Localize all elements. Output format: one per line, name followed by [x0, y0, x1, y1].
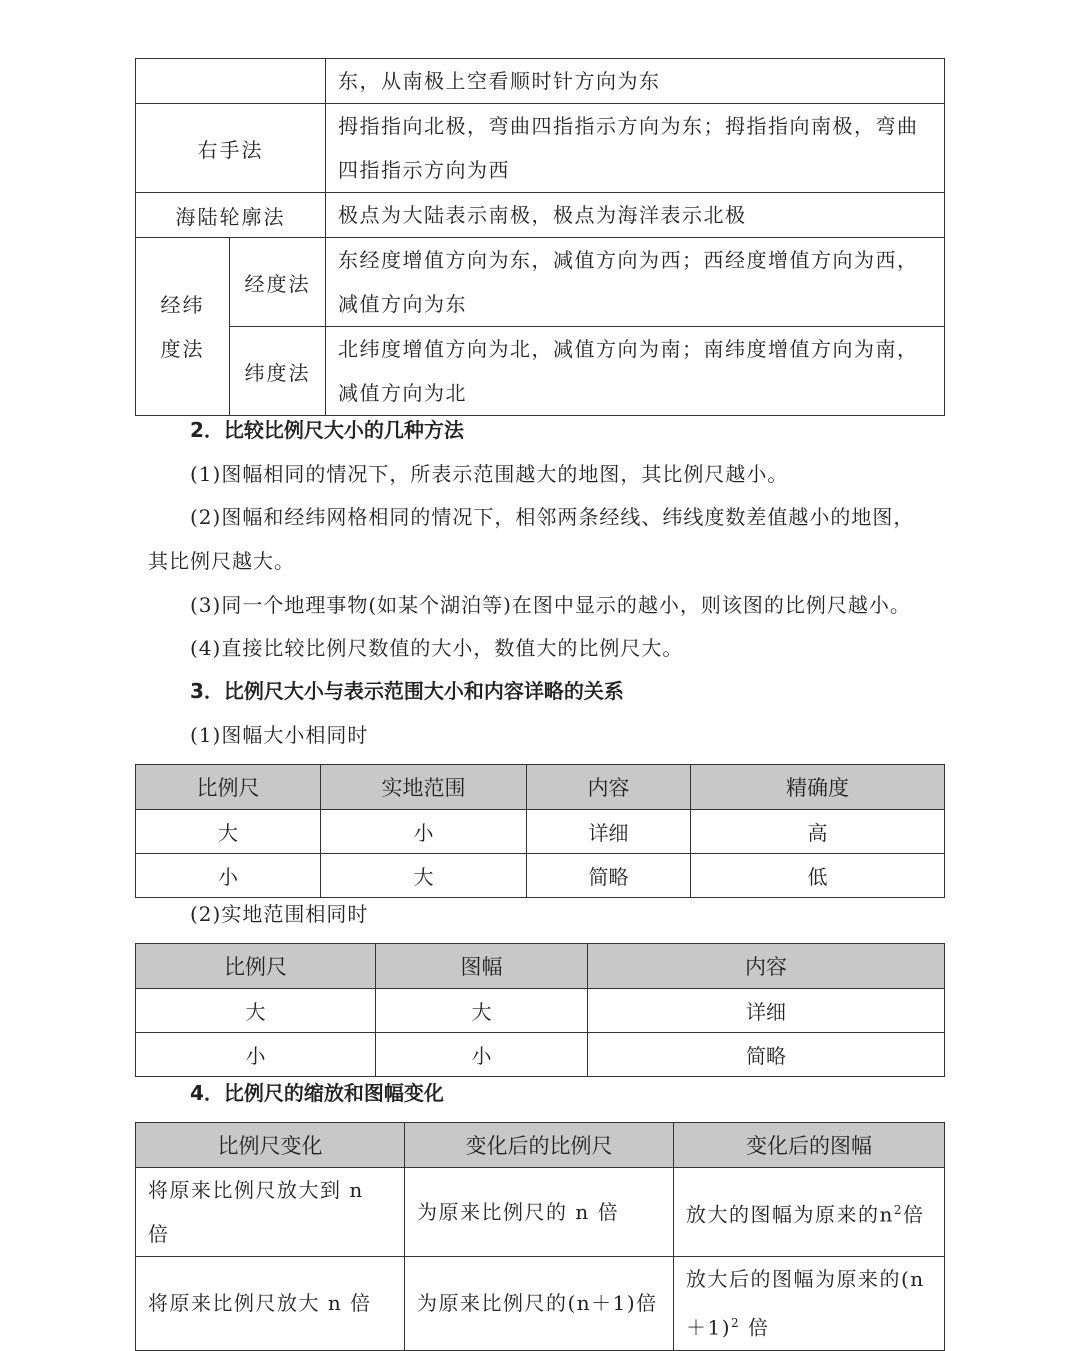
table-cell: 大 [136, 810, 321, 854]
scale-same-area-table [135, 943, 945, 1077]
superscript: 2 [893, 1202, 904, 1217]
subheading: (2)实地范围相同时 [190, 902, 369, 926]
column-header: 图幅 [376, 944, 588, 989]
column-header: 内容 [588, 944, 945, 989]
paragraph: (4)直接比较比例尺数值的大小，数值大的比例尺大。 [190, 636, 684, 660]
paragraph: (3)同一个地理事物(如某个湖泊等)在图中显示的越小，则该图的比例尺越小。 [190, 593, 911, 617]
table-cell: 详细 [588, 989, 945, 1033]
table-cell: 小 [136, 854, 321, 898]
column-header: 变化后的图幅 [674, 1123, 945, 1168]
table-cell: 为原来比例尺的 n 倍 [405, 1168, 674, 1257]
paragraph: (2)图幅和经纬网格相同的情况下，相邻两条经线、纬线度数差值越小的地图， [190, 505, 915, 529]
cell-text: 倍 [903, 1202, 925, 1227]
table-cell: 大 [136, 989, 376, 1033]
table-cell: 大 [321, 854, 527, 898]
table-cell: 将原来比例尺放大到 n 倍 [136, 1168, 405, 1257]
direction-text: 拇指指向北极，弯曲四指指示方向为东；拇指指向南极，弯曲四指指示方向为西 [326, 104, 945, 193]
paragraph: (1)图幅相同的情况下，所表示范围越大的地图，其比例尺越小。 [190, 462, 789, 486]
section-heading: 3．比例尺大小与表示范围大小和内容详略的关系 [190, 679, 624, 703]
table-cell: 详细 [527, 810, 691, 854]
table-cell: 小 [136, 1033, 376, 1077]
method-label: 海陆轮廓法 [136, 193, 326, 238]
scale-same-size-table [135, 764, 945, 898]
method-group-label [136, 238, 230, 416]
cell-text: ＋1) [686, 1315, 732, 1340]
table-cell: 简略 [588, 1033, 945, 1077]
column-header: 比例尺 [136, 944, 376, 989]
table-cell: 将原来比例尺放大 n 倍 [136, 1257, 405, 1351]
paragraph: 其比例尺越大。 [148, 549, 295, 573]
group-label-line: 经纬 [160, 292, 205, 317]
table-cell: 为原来比例尺的(n＋1)倍 [405, 1257, 674, 1351]
method-label: 右手法 [136, 104, 326, 193]
column-header: 内容 [527, 765, 691, 810]
method-sublabel: 纬度法 [230, 327, 326, 416]
method-sublabel: 经度法 [230, 238, 326, 327]
direction-method-table [135, 58, 945, 416]
section-heading: 2．比较比例尺大小的几种方法 [190, 418, 464, 442]
group-label-line: 度法 [160, 336, 205, 361]
superscript: 2 [731, 1316, 741, 1330]
table-row [136, 854, 945, 898]
direction-text: 东，从南极上空看顺时针方向为东 [326, 59, 945, 104]
table-row [136, 1168, 945, 1257]
cell-text: 放大的图幅为原来的n [686, 1202, 894, 1227]
scale-change-table [135, 1122, 945, 1351]
table-cell [674, 1257, 945, 1351]
table-cell: 小 [376, 1033, 588, 1077]
table-cell: 高 [691, 810, 945, 854]
direction-text: 极点为大陆表示南极，极点为海洋表示北极 [326, 193, 945, 238]
table-cell: 简略 [527, 854, 691, 898]
column-header: 实地范围 [321, 765, 527, 810]
empty-cell [136, 59, 326, 104]
direction-text: 东经度增值方向为东，减值方向为西；西经度增值方向为西，减值方向为东 [326, 238, 945, 327]
cell-text: 放大后的图幅为原来的(n [686, 1267, 925, 1291]
section-heading: 4．比例尺的缩放和图幅变化 [190, 1081, 444, 1105]
table-cell: 小 [321, 810, 527, 854]
table-row [136, 1257, 945, 1351]
table-cell: 低 [691, 854, 945, 898]
column-header: 变化后的比例尺 [405, 1123, 674, 1168]
cell-text: 倍 [740, 1315, 770, 1340]
table-row [136, 1033, 945, 1077]
table-row [136, 810, 945, 854]
column-header: 精确度 [691, 765, 945, 810]
table-cell: 大 [376, 989, 588, 1033]
table-cell [674, 1168, 945, 1257]
column-header: 比例尺变化 [136, 1123, 405, 1168]
subheading: (1)图幅大小相同时 [190, 723, 369, 747]
column-header: 比例尺 [136, 765, 321, 810]
table-row [136, 989, 945, 1033]
direction-text: 北纬度增值方向为北，减值方向为南；南纬度增值方向为南，减值方向为北 [326, 327, 945, 416]
